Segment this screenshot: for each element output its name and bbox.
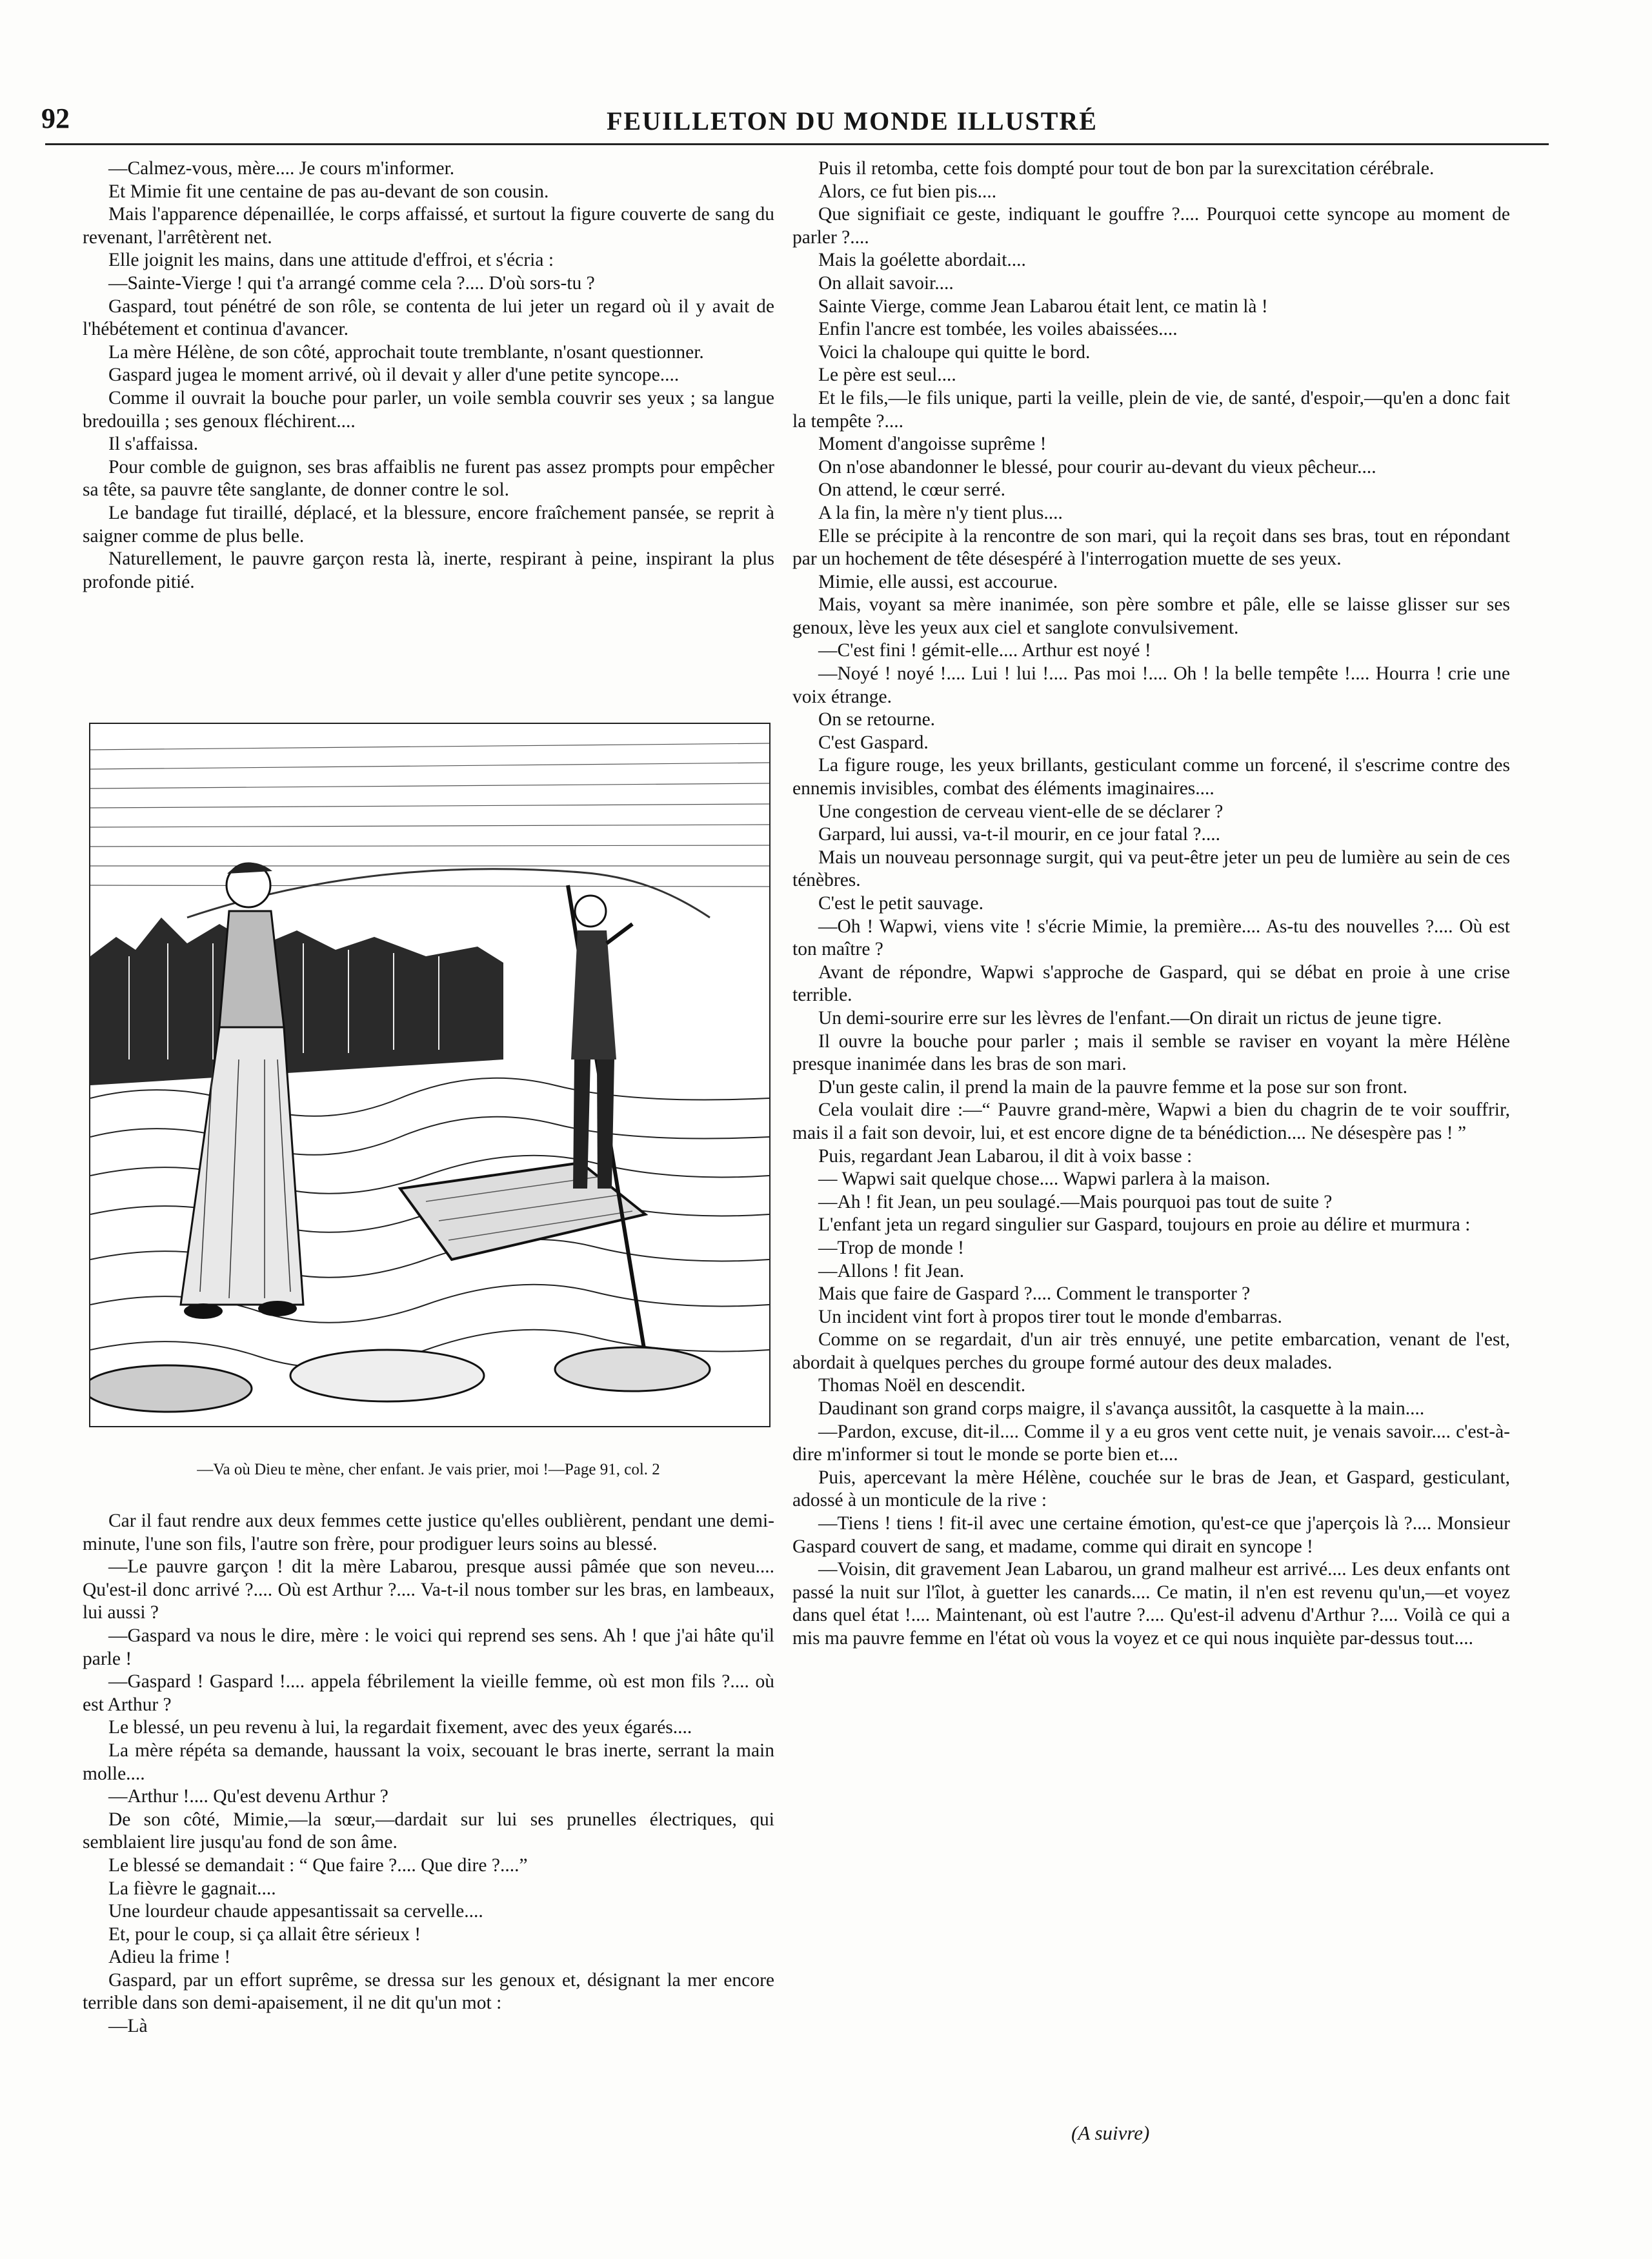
paragraph: Un incident vint fort à propos tirer tout le monde d'embarras. xyxy=(818,1306,1282,1327)
paragraph: Que signifiait ce geste, indiquant le gouffre ?.... Pourquoi cette syncope au moment de parler ?.... xyxy=(792,204,1510,248)
paragraph: Pour comble de guignon, ses bras affaiblis ne furent pas assez prompts pour empêcher sa tête, sa pauvre tête sanglante, de donner contre le sol. xyxy=(83,456,774,501)
paragraph: D'un geste calin, il prend la main de la pauvre femme et la pose sur son front. xyxy=(818,1076,1407,1098)
engraving-drawing xyxy=(90,724,769,1426)
paragraph: Puis, regardant Jean Labarou, il dit à voix basse : xyxy=(818,1145,1193,1167)
paragraph: Voici la chaloupe qui quitte le bord. xyxy=(818,341,1091,363)
paragraph: La mère Hélène, de son côté, approchait toute tremblante, n'osant questionner. xyxy=(108,341,704,363)
boatman-figure xyxy=(568,885,645,1356)
paragraph: La fièvre le gagnait.... xyxy=(108,1878,276,1899)
paragraph: Thomas Noël en descendit. xyxy=(818,1375,1026,1396)
paragraph: —Ah ! fit Jean, un peu soulagé.—Mais pourquoi pas tout de suite ? xyxy=(818,1191,1333,1212)
paragraph: Une congestion de cerveau vient-elle de se déclarer ? xyxy=(818,801,1224,822)
paragraph: Sainte Vierge, comme Jean Labarou était lent, ce matin là ! xyxy=(818,296,1268,317)
paragraph: Gaspard, tout pénétré de son rôle, se contenta de lui jeter un regard où il y avait de l'hébétement et continua d'avancer. xyxy=(83,296,774,340)
paragraph: Comme on se regardait, d'un air très ennuyé, une petite embarcation, venant de l'est, abordait à quelques perches du groupe formé autour des deux malades. xyxy=(792,1329,1510,1373)
paragraph: Enfin l'ancre est tombée, les voiles abaissées.... xyxy=(818,319,1178,340)
paragraph: —Gaspard ! Gaspard !.... appela fébrilement la vieille femme, où est mon fils ?.... où est Arthur ? xyxy=(83,1671,774,1715)
paragraph: Gaspard, par un effort suprême, se dressa sur les genoux et, désignant la mer encore terrible dans son demi-apaisement, il ne dit qu'un mot : xyxy=(83,1969,774,2014)
paragraph: Car il faut rendre aux deux femmes cette justice qu'elles oublièrent, pendant une demi-minute, l'une son fils, l'autre son frère, pour prodiguer leurs soins au blessé. xyxy=(83,1511,774,1554)
paragraph: Elle se précipite à la rencontre de son mari, qui la reçoit dans ses bras, tout en répondant par un hochement de tête désespéré à l'interrogation muette de ses yeux. xyxy=(792,525,1510,570)
paragraph: Mais la goélette abordait.... xyxy=(818,250,1026,271)
paragraph: —Tiens ! tiens ! fit-il avec une certaine émotion, qu'est-ce que j'aperçois là ?.... Monsieur Gaspard couvert de sang, et madame, comme qui dirait en syncope ! xyxy=(792,1513,1510,1557)
paragraph: Et Mimie fit une centaine de pas au-devant de son cousin. xyxy=(108,181,549,202)
paragraph: Et le fils,—le fils unique, parti la veille, plein de vie, de santé, d'espoir,—qu'en a donc fait la tempête ?.... xyxy=(792,387,1510,432)
paragraph: Il s'affaissa. xyxy=(108,434,199,455)
paragraph: Le blessé se demandait : “ Que faire ?.... Que dire ?....” xyxy=(108,1854,528,1876)
paragraph: C'est Gaspard. xyxy=(818,732,929,753)
paragraph: On n'ose abandonner le blessé, pour courir au-devant du vieux pêcheur.... xyxy=(818,456,1376,477)
engraving-illustration xyxy=(89,723,771,1427)
paragraph: —Voisin, dit gravement Jean Labarou, un grand malheur est arrivé.... Les deux enfants ont passé la nuit sur l'îlot, à guetter les canards.... Ce matin, il n'en est revenu qu'un,—et voyez dans quel état !.... Maintenant, où est l'autre ?.... Qu'est-il advenu d'Arthur ?.... Voilà ce qui a mis ma pauvre femme en l'état où vous la voyez et ce qui nous inquiète par-dessus tout.... xyxy=(792,1559,1510,1649)
paragraph: On se retourne. xyxy=(818,709,936,730)
column-left-top xyxy=(83,157,774,594)
to-be-continued: (A suivre) xyxy=(1071,2122,1150,2144)
paragraph: Mais, voyant sa mère inanimée, son père sombre et pâle, elle se laisse glisser sur ses genoux, lève les yeux aux ciel et sanglote convulsivement. xyxy=(792,594,1510,638)
paragraph: Puis, apercevant la mère Hélène, couchée sur le bras de Jean, et Gaspard, gesticulant, adossé à un monticule de la rive : xyxy=(792,1467,1510,1511)
paragraph: —Oh ! Wapwi, viens vite ! s'écrie Mimie, la première.... As-tu des nouvelles ?.... Où est ton maître ? xyxy=(792,916,1510,960)
paragraph: Un demi-sourire erre sur les lèvres de l'enfant.—On dirait un rictus de jeune tigre. xyxy=(818,1007,1442,1029)
sky-hatching xyxy=(90,743,769,887)
paragraph: —Calmez-vous, mère.... Je cours m'informer. xyxy=(108,158,455,179)
paragraph: Alors, ce fut bien pis.... xyxy=(818,181,997,202)
paragraph: —Là xyxy=(108,2016,148,2037)
paragraph: Daudinant son grand corps maigre, il s'avança aussitôt, la casquette à la main.... xyxy=(818,1398,1425,1420)
paragraph: Mais que faire de Gaspard ?.... Comment le transporter ? xyxy=(818,1283,1251,1305)
paragraph: Le blessé, un peu revenu à lui, la regardait fixement, avec des yeux égarés.... xyxy=(108,1717,692,1738)
paragraph: —Pardon, excuse, dit-il.... Comme il y a eu gros vent cette nuit, je venais savoir.... c'est-à-dire m'informer si tout le monde se porte bien et.... xyxy=(792,1421,1510,1465)
paragraph: La mère répéta sa demande, haussant la voix, secouant le bras inerte, serrant la main molle.... xyxy=(83,1740,774,1784)
paragraph: — Wapwi sait quelque chose.... Wapwi parlera à la maison. xyxy=(818,1169,1271,1190)
paragraph: Puis il retomba, cette fois dompté pour tout de bon par la surexcitation cérébrale. xyxy=(818,158,1435,179)
paragraph: Et, pour le coup, si ça allait être sérieux ! xyxy=(108,1923,421,1945)
paragraph: —Le pauvre garçon ! dit la mère Labarou, presque aussi pâmée que son neveu.... Qu'est-il donc arrivé ?.... Où est Arthur ?.... Va-t-il nous tomber sur les bras, en lambeaux, lui aussi ? xyxy=(83,1556,774,1623)
paragraph: Elle joignit les mains, dans une attitude d'effroi, et s'écria : xyxy=(108,250,554,271)
running-title: FEUILLETON DU MONDE ILLUSTRÉ xyxy=(607,106,1098,136)
paragraph: Mimie, elle aussi, est accourue. xyxy=(818,571,1058,592)
forest-treeline xyxy=(90,918,503,1085)
paragraph: Garpard, lui aussi, va-t-il mourir, en ce jour fatal ?.... xyxy=(818,824,1221,845)
paragraph: Le bandage fut tiraillé, déplacé, et la blessure, encore fraîchement pansée, se reprit à saigner comme de plus belle. xyxy=(83,502,774,547)
paragraph: C'est le petit sauvage. xyxy=(818,893,983,914)
foreground-rock xyxy=(555,1347,710,1391)
paragraph: De son côté, Mimie,—la sœur,—dardait sur lui ses prunelles électriques, qui semblaient lire jusqu'au fond de son âme. xyxy=(83,1809,774,1853)
paragraph: Mais un nouveau personnage surgit, qui va peut-être jeter un peu de lumière au sein de ces ténèbres. xyxy=(792,847,1510,891)
paragraph: —Arthur !.... Qu'est devenu Arthur ? xyxy=(108,1786,388,1807)
paragraph: —C'est fini ! gémit-elle.... Arthur est noyé ! xyxy=(818,640,1151,661)
foreground-rock xyxy=(90,1365,252,1412)
header-rule xyxy=(45,143,1549,145)
paragraph: —Sainte-Vierge ! qui t'a arrangé comme cela ?.... D'où sors-tu ? xyxy=(108,272,595,294)
page-number: 92 xyxy=(41,103,70,134)
paragraph: —Allons ! fit Jean. xyxy=(818,1260,965,1281)
paragraph: On allait savoir.... xyxy=(818,272,954,294)
paragraph: La figure rouge, les yeux brillants, gesticulant comme un forcené, il s'escrime contre des ennemis invisibles, combat des éléments imaginaires.... xyxy=(792,755,1510,799)
paragraph: Mais l'apparence dépenaillée, le corps affaissé, et surtout la figure couverte de sang du revenant, l'arrêtèrent net. xyxy=(83,204,774,248)
paragraph: Naturellement, le pauvre garçon resta là, inerte, respirant à peine, inspirant la plus profonde pitié. xyxy=(83,548,774,592)
paragraph: Comme il ouvrait la bouche pour parler, un voile sembla couvrir ses yeux ; sa langue bredouilla ; ses genoux fléchirent.... xyxy=(83,387,774,432)
foreground-rock xyxy=(290,1350,484,1401)
paragraph: —Trop de monde ! xyxy=(818,1237,964,1258)
paragraph: L'enfant jeta un regard singulier sur Gaspard, toujours en proie au délire et murmura : xyxy=(818,1214,1471,1236)
paragraph: —Noyé ! noyé !.... Lui ! lui !.... Pas moi !.... Oh ! la belle tempête !.... Hourra ! crie une voix étrange. xyxy=(792,663,1510,707)
paragraph: Le père est seul.... xyxy=(818,365,956,386)
woman-figure xyxy=(181,863,303,1319)
paragraph: A la fin, la mère n'y tient plus.... xyxy=(818,502,1063,523)
paragraph: Gaspard jugea le moment arrivé, où il devait y aller d'une petite syncope.... xyxy=(108,365,680,386)
column-left-bottom xyxy=(83,1510,774,2038)
paragraph: Cela voulait dire :—“ Pauvre grand-mère, Wapwi a bien du chagrin de te voir souffrir, mais il a fait son devoir, lui, et est encore digne de ta bénédiction.... Ne désespère pas ! ” xyxy=(792,1099,1510,1143)
illustration-caption: —Va où Dieu te mène, cher enfant. Je vais prier, moi !—Page 91, col. 2 xyxy=(197,1461,660,1478)
paragraph: On attend, le cœur serré. xyxy=(818,479,1005,501)
paragraph: Adieu la frime ! xyxy=(108,1947,231,1968)
paragraph: —Gaspard va nous le dire, mère : le voici qui reprend ses sens. Ah ! que j'ai hâte qu'il parle ! xyxy=(83,1625,774,1669)
paragraph: Avant de répondre, Wapwi s'approche de Gaspard, qui se débat en proie à une crise terrible. xyxy=(792,961,1510,1006)
paragraph: Moment d'angoisse suprême ! xyxy=(818,434,1047,455)
paragraph: Une lourdeur chaude appesantissait sa cervelle.... xyxy=(108,1901,483,1922)
column-right xyxy=(792,157,1510,1651)
paragraph: Il ouvre la bouche pour parler ; mais il semble se raviser en voyant la mère Hélène presque inanimée dans les bras de son mari. xyxy=(792,1030,1510,1075)
